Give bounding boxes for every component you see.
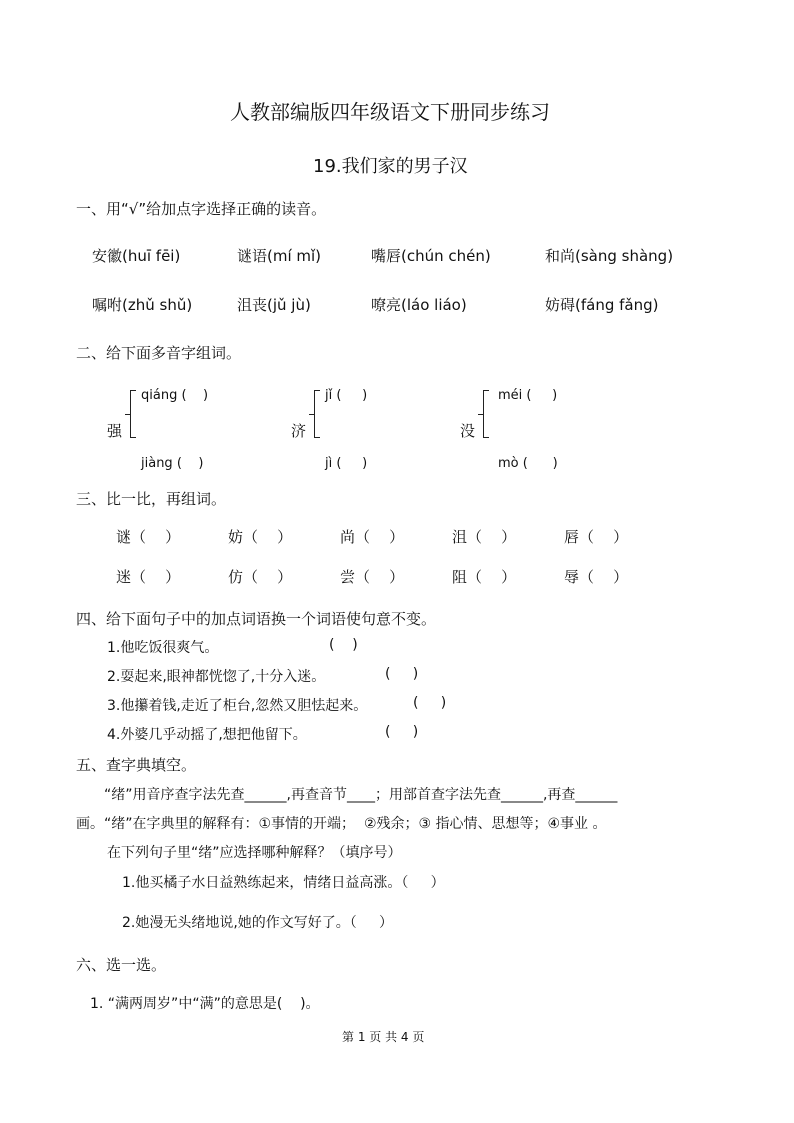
pinyin-choice-item: 妨碍(fáng fǎng) [545, 296, 659, 314]
brace-icon [314, 390, 323, 438]
pinyin-choice-item: 嘴唇(chún chén) [371, 247, 491, 265]
compare-item: 尚（ ） [340, 528, 405, 546]
polyphone-reading-top: qiáng ( ) [141, 388, 209, 403]
polyphone-char: 强 [107, 422, 123, 440]
polyphone-char: 没 [460, 422, 476, 440]
compare-item: 唇（ ） [564, 528, 629, 546]
section-1-heading: 一、用“√”给加点字选择正确的读音。 [76, 200, 327, 218]
document-title: 人教部编版四年级语文下册同步练习 [230, 100, 550, 124]
compare-item: 迷（ ） [116, 568, 181, 586]
answer-blank: ( ) [413, 695, 447, 711]
compare-item: 妨（ ） [228, 528, 293, 546]
dictionary-line: 画。“绪”在字典里的解释有：①事情的开端； ②残余；③ 指心情、思想等；④事业 。 [76, 816, 607, 832]
section-3-heading: 三、比一比，再组词。 [76, 490, 227, 508]
dictionary-question: 2.她漫无头绪地说,她的作文写好了。（ ） [122, 915, 394, 931]
pinyin-choice-item: 谜语(mí mǐ) [237, 247, 322, 265]
answer-blank: ( ) [329, 637, 358, 653]
compare-item: 谜（ ） [116, 528, 181, 546]
pinyin-choice-item: 沮丧(jǔ jù) [237, 296, 311, 314]
polyphone-reading-top: méi ( ) [498, 388, 558, 403]
pinyin-choice-item: 和尚(sàng shàng) [545, 247, 674, 265]
pinyin-choice-item: 嘹亮(láo liáo) [371, 296, 467, 314]
compare-item: 辱（ ） [564, 568, 629, 586]
choice-question: 1. “满两周岁”中“满”的意思是( )。 [90, 996, 320, 1012]
polyphone-char: 济 [291, 422, 307, 440]
answer-blank: ( ) [385, 666, 419, 682]
compare-item: 沮（ ） [452, 528, 517, 546]
polyphone-reading-bottom: jiàng ( ) [141, 456, 204, 471]
section-6-heading: 六、选一选。 [76, 956, 167, 974]
dictionary-question: 1.他买橘子水日益熟练起来，情绪日益高涨。（ ） [122, 875, 445, 891]
section-2-heading: 二、给下面多音字组词。 [76, 344, 242, 362]
sentence-item: 2.耍起来,眼神都恍惚了,十分入迷。 [107, 669, 326, 685]
pinyin-choice-item: 嘱咐(zhǔ shǔ) [92, 296, 193, 314]
polyphone-reading-top: jǐ ( ) [325, 388, 368, 403]
dictionary-instruction: 在下列句子里“绪”应选择哪种解释？（填序号） [107, 845, 402, 861]
compare-item: 阻（ ） [452, 568, 517, 586]
lesson-title: 19.我们家的男子汉 [313, 156, 468, 177]
pinyin-choice-item: 安徽(huī fēi) [92, 247, 181, 265]
section-4-heading: 四、给下面句子中的加点词语换一个词语使句意不变。 [76, 610, 437, 628]
page-number: 第 1 页 共 4 页 [342, 1030, 425, 1044]
brace-icon [483, 390, 492, 438]
sentence-item: 3.他攥着钱,走近了柜台,忽然又胆怯起来。 [107, 698, 368, 714]
brace-icon [130, 390, 139, 438]
polyphone-reading-bottom: jì ( ) [325, 456, 368, 471]
sentence-item: 1.他吃饭很爽气。 [107, 640, 219, 656]
answer-blank: ( ) [385, 724, 419, 740]
sentence-item: 4.外婆几乎动摇了,想把他留下。 [107, 727, 307, 743]
polyphone-reading-bottom: mò ( ) [498, 456, 558, 471]
dictionary-line: “绪”用音序查字法先查______,再查音节____；用部首查字法先查______,再查______ [104, 787, 618, 803]
compare-item: 仿（ ） [228, 568, 293, 586]
section-5-heading: 五、查字典填空。 [76, 756, 197, 774]
compare-item: 尝（ ） [340, 568, 405, 586]
